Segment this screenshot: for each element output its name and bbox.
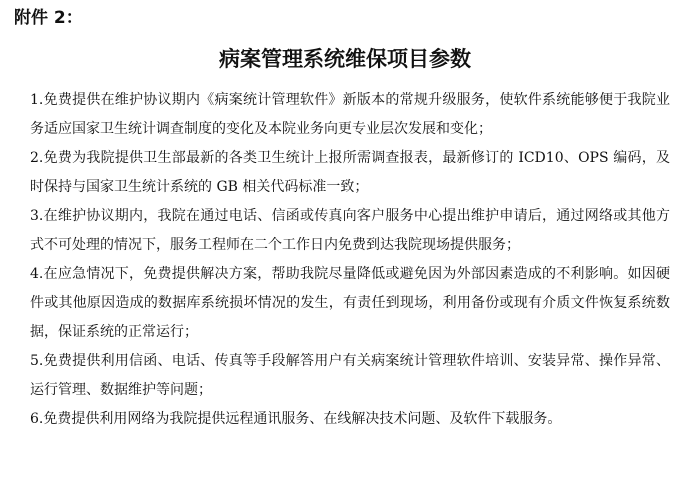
maintenance-item-6: 6.免费提供利用网络为我院提供远程通讯服务、在线解决技术问题、及软件下载服务。 [30,411,562,427]
attachment-label: 附件 2： [14,8,83,28]
maintenance-item-4: 4.在应急情况下，免费提供解决方案，帮助我院尽量降低或避免因为外部因素造成的不利影响。如因硬件或其他原因造成的数据库系统损坏情况的发生，有责任到现场，利用备份或现有介质文件恢复系统数据，保证系统的正常运行； [30,266,670,340]
maintenance-items-list [30,86,670,434]
document-title: 病案管理系统维保项目参数 [219,46,471,71]
maintenance-item-3: 3.在维护协议期内，我院在通过电话、信函或传真向客户服务中心提出维护申请后，通过网络或其他方式不可处理的情况下，服务工程师在二个工作日内免费到达我院现场提供服务； [30,208,670,253]
maintenance-item-5: 5.免费提供利用信函、电话、传真等手段解答用户有关病案统计管理软件培训、安装异常、操作异常、运行管理、数据维护等问题； [30,353,670,398]
maintenance-item-1: 1.免费提供在维护协议期内《病案统计管理软件》新版本的常规升级服务，使软件系统能够便于我院业务适应国家卫生统计调查制度的变化及本院业务向更专业层次发展和变化； [30,92,670,137]
maintenance-item-2: 2.免费为我院提供卫生部最新的各类卫生统计上报所需调查报表，最新修订的 ICD10、OPS 编码，及时保持与国家卫生统计系统的 GB 相关代码标准一致； [30,150,670,195]
